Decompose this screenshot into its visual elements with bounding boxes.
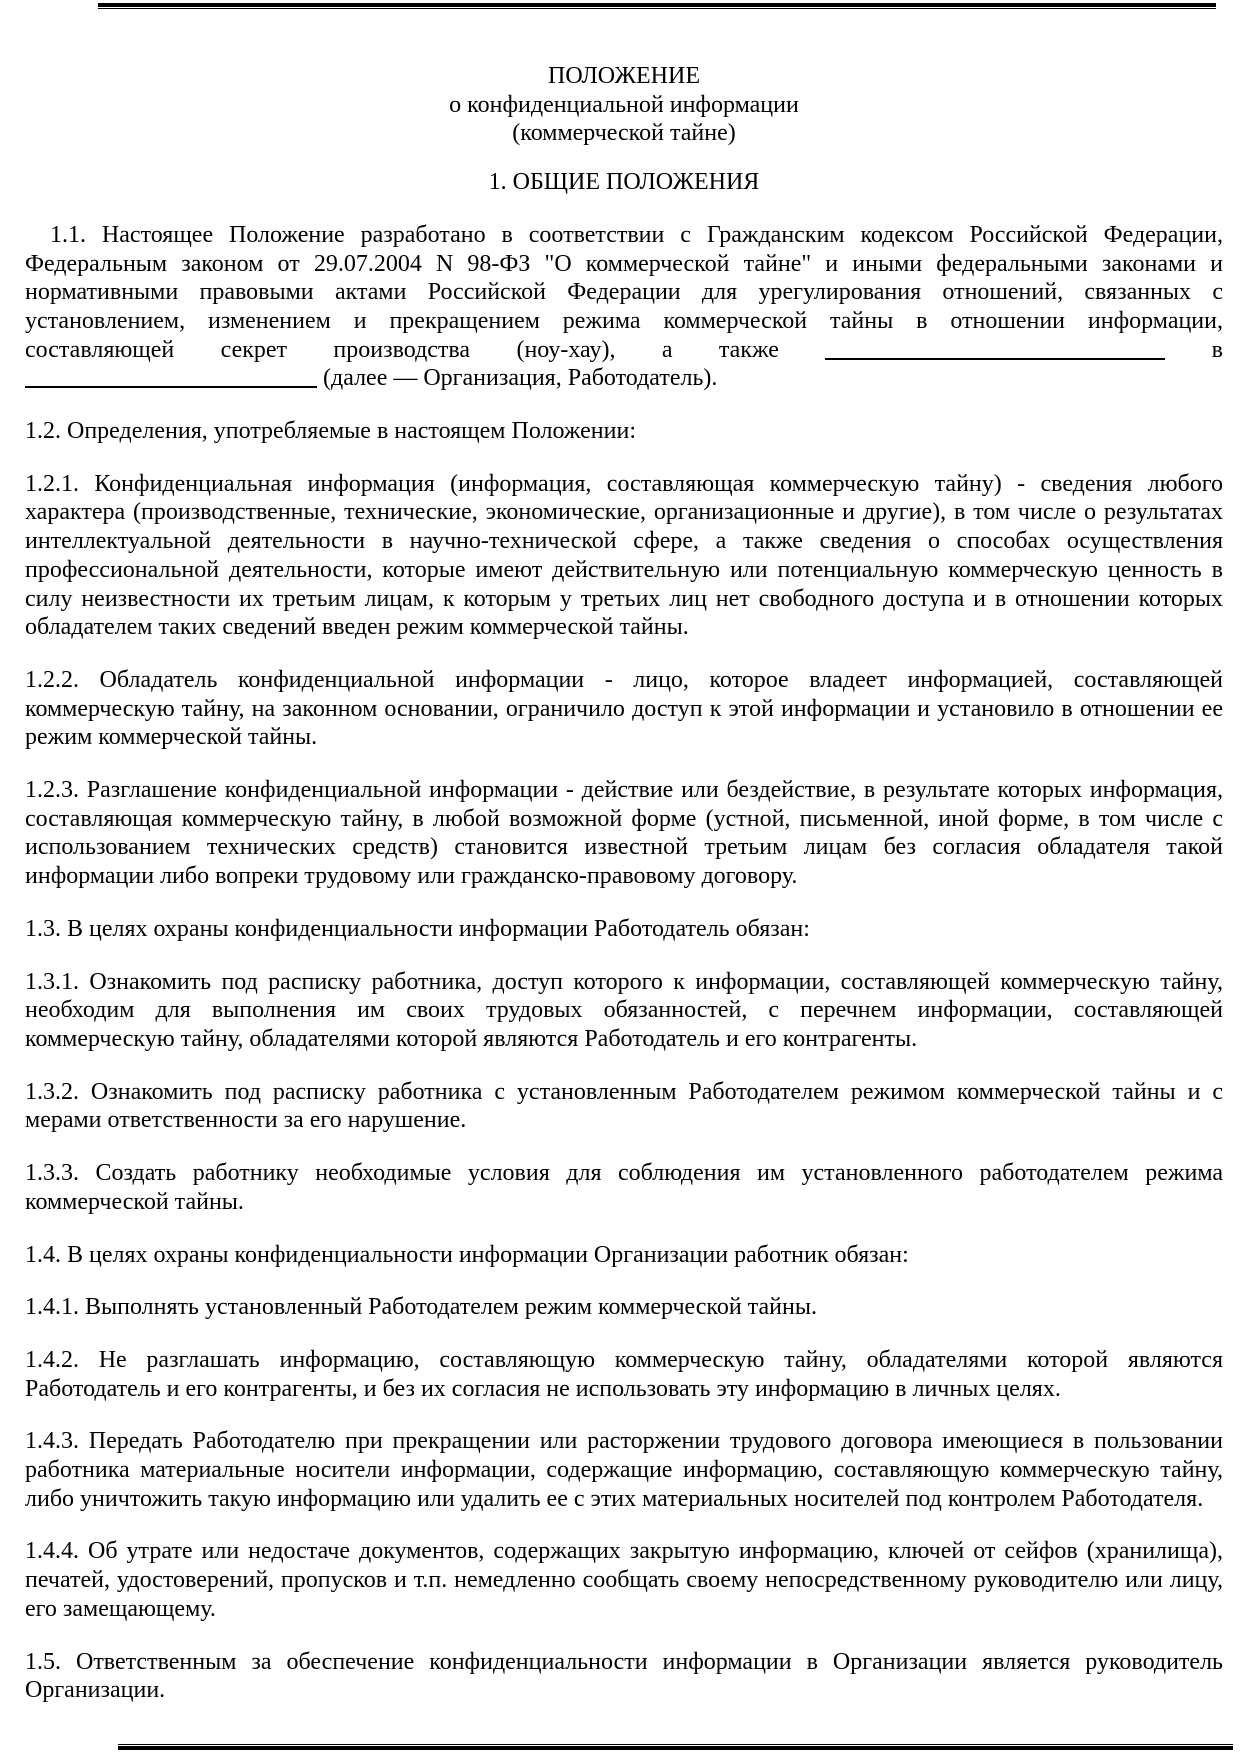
paragraph-1-3-2: 1.3.2. Ознакомить под расписку работника с установленным Работодателем режимом коммерческой тайны и с мерами ответственности за его нарушение. <box>25 1078 1223 1134</box>
title-line-2: о конфиденциальной информации <box>449 91 799 118</box>
paragraph-1-3-3: 1.3.3. Создать работнику необходимые условия для соблюдения им установленного работодателем режима коммерческой тайны. <box>25 1160 1223 1215</box>
title-line-3: (коммерческой тайне) <box>512 120 736 147</box>
paragraph-1-4-4: 1.4.4. Об утрате или недостаче документов, содержащих закрытую информацию, ключей от сейфов (хранилища), печатей, удостоверений, пропусков и т.п. немедленно сообщать своему непосредственному руководителю или лицу, его замещающему. <box>25 1538 1223 1622</box>
paragraph-1-1 <box>25 221 1223 393</box>
paragraph-1-5: 1.5. Ответственным за обеспечение конфиденциальности информации в Организации является руководитель Организации. <box>25 1648 1223 1704</box>
blank-line-1 <box>825 344 1165 360</box>
paragraph-1-4-3: 1.4.3. Передать Работодателю при прекращении или расторжении трудового договора имеющиеся в пользовании работника материальные носители информации, содержащие информацию, составляющую коммерческую тайну, либо уничтожить такую информацию или удалить ее с этих материальных носителей под контролем Работодателя. <box>25 1428 1223 1512</box>
paragraph-1-1-lead-text: 1.1. Настоящее Положение разработано в соответствии с Гражданским кодексом Российской Федерации, Федеральным законом от 29.07.2004 N 98-ФЗ "О коммерческой тайне" и иными федеральными законами и нормативными правовыми актами Российской Федерации для урегулирования отношений, связанных с установлением, изменением и прекращением режима коммерческой тайны в отношении информации, составляющей секрет производства (ноу-хау), а также <box>25 221 1223 363</box>
title-line-1: ПОЛОЖЕНИЕ <box>548 63 700 89</box>
paragraph-1-4-1: 1.4.1. Выполнять установленный Работодателем режим коммерческой тайны. <box>25 1294 817 1321</box>
paragraph-1-1-mid-text: в <box>1211 336 1223 363</box>
paragraph-1-3: 1.3. В целях охраны конфиденциальности информации Работодатель обязан: <box>25 915 810 942</box>
paragraph-1-1-tail-text: (далее — Организация, Работодатель). <box>323 365 718 392</box>
paragraph-1-2-2: 1.2.2. Обладатель конфиденциальной информации - лицо, которое владеет информацией, составляющей коммерческую тайну, на законном основании, ограничило доступ к этой информации и установило в отношении ее режим коммерческой тайны. <box>25 666 1223 751</box>
paragraph-1-4: 1.4. В целях охраны конфиденциальности информации Организации работник обязан: <box>25 1241 909 1268</box>
paragraph-1-2-1: 1.2.1. Конфиденциальная информация (информация, составляющая коммерческую тайну) - сведения любого характера (производственные, технические, экономические, организационные и другие), в том числе о результатах интеллектуальной деятельности в научно-технической сфере, а также сведения о способах осуществления профессиональной деятельности, которые имеют действительную или потенциальную коммерческую ценность в силу неизвестности их третьим лицам, к которым у третьих лиц нет свободного доступа и в отношении которых обладателем таких сведений введен режим коммерческой тайны. <box>25 470 1223 641</box>
blank-line-2 <box>25 372 317 388</box>
paragraph-1-2-3: 1.2.3. Разглашение конфиденциальной информации - действие или бездействие, в результате которых информация, составляющая коммерческую тайну, в любой возможной форме (устной, письменной, иной форме, в том числе с использованием технических средств) становится известной третьим лицам без согласия обладателя такой информации либо вопреки трудовому или гражданско-правовому договору. <box>25 777 1223 890</box>
paragraph-1-2: 1.2. Определения, употребляемые в настоящем Положении: <box>25 418 637 445</box>
document-title <box>25 62 1223 148</box>
section-heading: 1. ОБЩИЕ ПОЛОЖЕНИЯ <box>488 169 760 196</box>
bottom-border-rule <box>118 1744 1233 1750</box>
paragraph-1-3-1: 1.3.1. Ознакомить под расписку работника, доступ которого к информации, составляющей коммерческую тайну, необходим для выполнения им своих трудовых обязанностей, с перечнем информации, составляющей коммерческую тайну, обладателями которой являются Работодатель и его контрагенты. <box>25 968 1223 1052</box>
paragraph-1-4-2: 1.4.2. Не разглашать информацию, составляющую коммерческую тайну, обладателями которой являются Работодатель и его контрагенты, и без их согласия не использовать эту информацию в личных целях. <box>25 1346 1223 1402</box>
